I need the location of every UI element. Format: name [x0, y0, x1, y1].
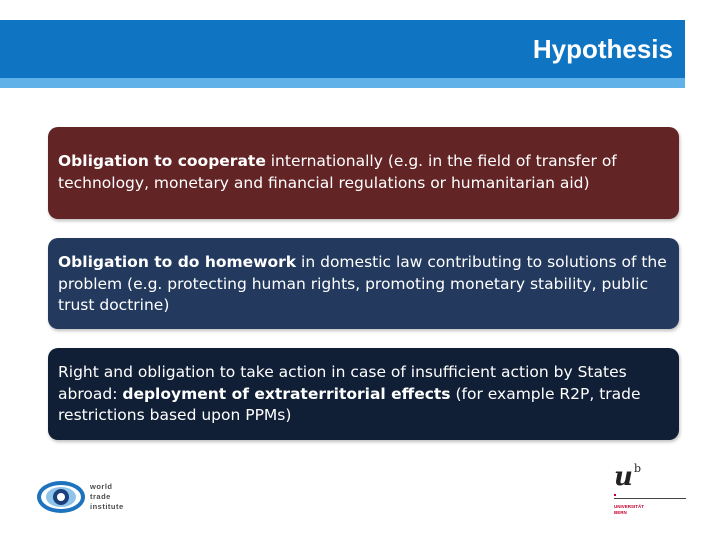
- unibe-wordmark: [614, 504, 644, 516]
- unibe-divider: [614, 498, 686, 499]
- world-trade-institute-logo: [36, 478, 156, 518]
- box1-text: internationally (e.g. in the field of transfer of technology, monetary and financial regulations or humanitarian aid): [58, 152, 617, 192]
- wti-eye-icon: [36, 478, 88, 518]
- unibe-line1: UNIVERSITÄT: [614, 504, 645, 509]
- box2-text: in domestic law contributing to solutions of the problem (e.g. protecting human rights, promoting monetary stability, public trust doctrine): [58, 253, 667, 314]
- box3-bold-text: deployment of extraterritorial effects: [122, 384, 451, 403]
- unibe-u-mark: u: [614, 462, 633, 492]
- header-bar: [0, 20, 685, 78]
- box3-intro-text: Right and obligation to take action in case of insufficient action by States abroad:: [58, 363, 627, 403]
- university-bern-logo: [612, 462, 686, 522]
- box2-bold-text: Obligation to do homework: [58, 253, 297, 271]
- unibe-red-dot: [614, 494, 616, 496]
- box1-bold-text: Obligation to cooperate: [58, 152, 266, 170]
- wti-line3: institute: [90, 502, 124, 511]
- unibe-line2: BERN: [614, 510, 627, 515]
- hypothesis-box-cooperate: [48, 127, 679, 219]
- unibe-b-mark: b: [634, 462, 642, 475]
- wti-line1: world: [90, 482, 113, 491]
- slide-title: Hypothesis: [532, 34, 673, 64]
- wti-wordmark: [90, 482, 124, 512]
- hypothesis-box-homework: [48, 238, 679, 329]
- box3-text: (for example R2P, trade restrictions based upon PPMs): [58, 384, 641, 424]
- header-accent-strip: [0, 78, 685, 88]
- hypothesis-box-extraterritorial: [48, 348, 679, 440]
- wti-line2: trade: [90, 492, 111, 501]
